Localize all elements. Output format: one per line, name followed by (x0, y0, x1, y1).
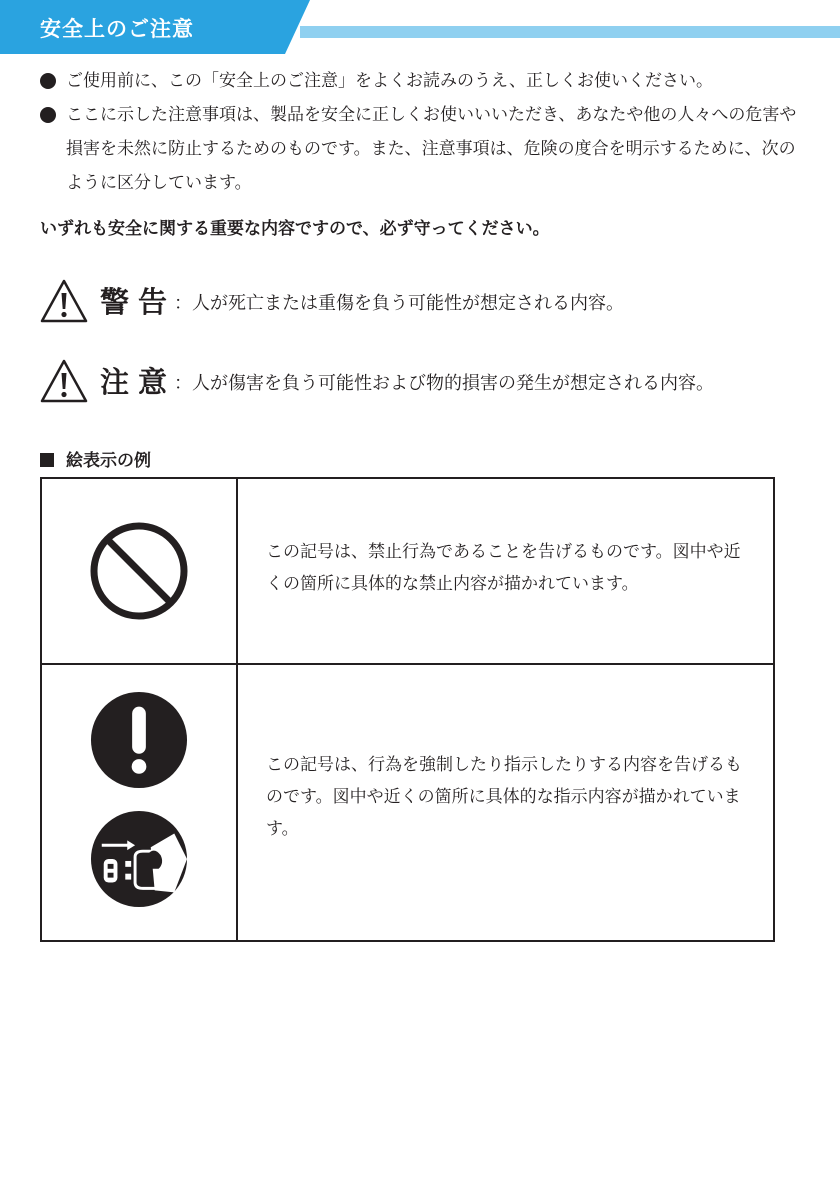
level-description: ：人が死亡または重傷を負う可能性が想定される内容。 (174, 293, 624, 314)
symbol-cell (42, 665, 238, 940)
page-title: 安全上のご注意 (40, 17, 194, 41)
square-bullet-icon (40, 453, 54, 467)
symbol-cell (42, 479, 238, 663)
unplug-icon (90, 810, 188, 908)
section-heading-text: 絵表示の例 (66, 451, 151, 471)
bullet-text: ここに示した注意事項は、製品を安全に正しくお使いいいただき、あなたや他の人々への危害や損害を未然に防止するためのものです。また、注意事項は、危険の度合を明示するために、次のように区分しています。 (66, 105, 797, 193)
table-row (42, 479, 773, 665)
bullet-icon (40, 107, 56, 123)
important-note: いずれも安全に関する重要な内容ですので、必ず守ってください。 (40, 219, 550, 239)
list-item (36, 98, 806, 200)
level-label: 注意 (100, 365, 177, 399)
level-caution (40, 358, 800, 408)
level-description: ：人が傷害を負う可能性および物的損害の発生が想定される内容。 (174, 373, 714, 394)
table-row (42, 665, 773, 940)
exclamation-mandatory-icon (90, 691, 188, 789)
bullet-icon (40, 73, 56, 89)
section-heading (40, 446, 151, 471)
symbol-description: この記号は、禁止行為であることを告げるものです。図中や近くの箇所に具体的な禁止内容が描かれています。 (266, 542, 741, 594)
intro-section (36, 64, 806, 200)
level-label: 警告 (100, 285, 177, 319)
list-item (36, 64, 806, 98)
warning-triangle-icon (40, 358, 88, 404)
prohibition-icon (89, 521, 189, 621)
bullet-text: ご使用前に、この「安全上のご注意」をよくお読みのうえ、正しくお使いください。 (66, 71, 714, 91)
warning-triangle-icon (40, 278, 88, 324)
symbol-description: この記号は、行為を強制したり指示したりする内容を告げるものです。図中や近くの箇所に具体的な指示内容が描かれています。 (266, 755, 742, 839)
symbol-table (40, 477, 775, 942)
level-warning (40, 278, 800, 328)
